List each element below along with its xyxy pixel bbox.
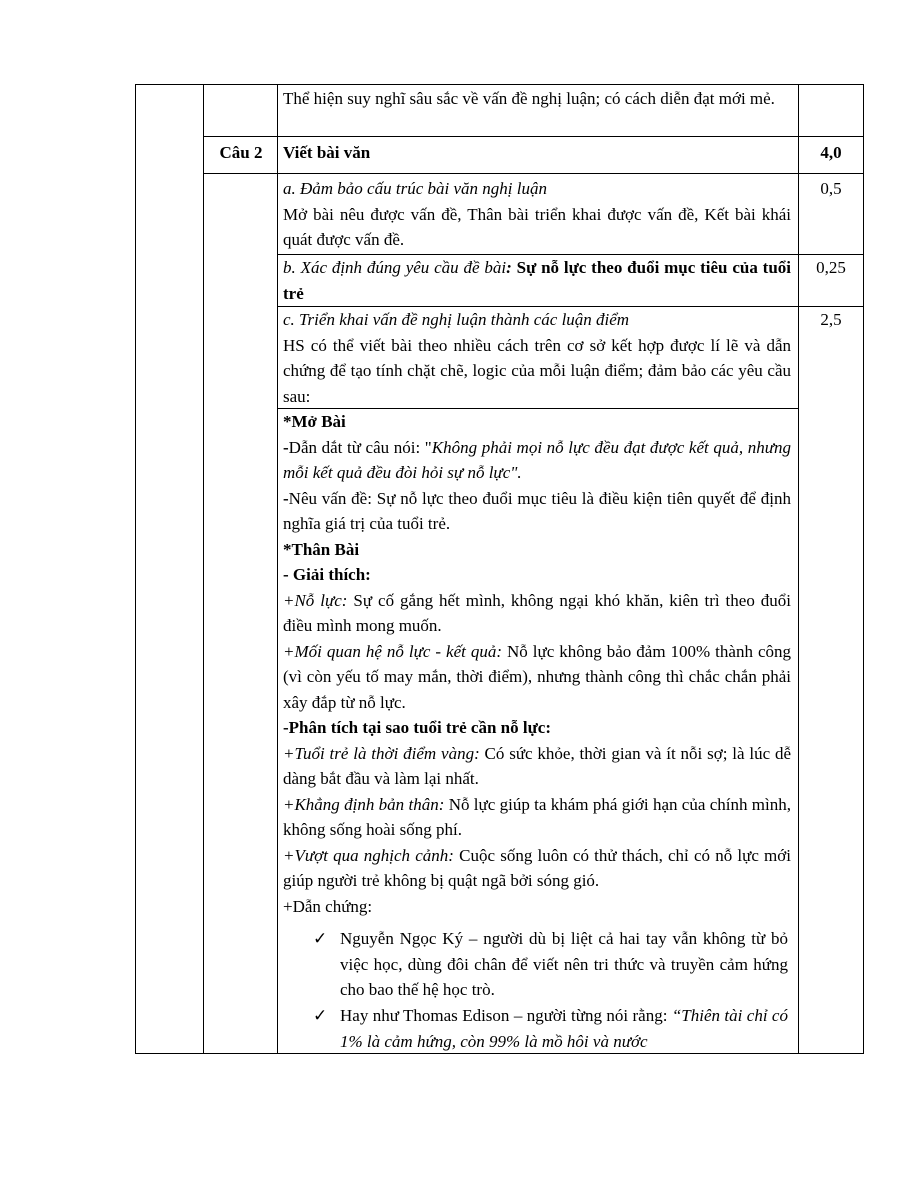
dan-chung-heading: +Dẫn chứng:: [283, 896, 373, 916]
mo-bai-title: *Mở Bài: [283, 412, 346, 431]
part-c: [283, 307, 791, 409]
question-label: Câu 2: [219, 143, 263, 162]
part-c-score: 2,5: [820, 310, 842, 329]
part-a-score: 0,5: [820, 179, 842, 198]
example-1: Nguyễn Ngọc Ký – người dù bị liệt cả hai tay vẫn không từ bỏ việc học, dùng đôi chân để viết nên tri thức và truyền cảm hứng cho bao thế hệ học trò.: [340, 929, 788, 999]
column-divider-1: [203, 84, 204, 1054]
example-2: Hay như Thomas Edison – người từng nói rằng: “Thiên tài chỉ có 1% là cảm hứng, còn 99% là mồ hôi và nước: [340, 1006, 788, 1051]
khang-dinh-item: +Khẳng định bản thân: Nỗ lực giúp ta khám phá giới hạn của chính mình, không sống hoài sống phí.: [283, 794, 792, 839]
phan-tich-heading: -Phân tích tại sao tuổi trẻ cần nỗ lực:: [283, 718, 552, 737]
part-c-heading: c. Triển khai vấn đề nghị luận thành các luận điểm: [283, 310, 630, 329]
row-divider: [203, 173, 864, 174]
moi-quan-he-item: +Mối quan hệ nỗ lực - kết quả: Nỗ lực không bảo đảm 100% thành công (vì còn yếu tố may mắn, thời điểm), nhưng thành công thì chắc chắn phải xây đắp từ nỗ lực.: [283, 641, 791, 712]
question-score: 4,0: [820, 143, 842, 162]
row-divider: [203, 136, 864, 137]
mo-bai-neu-van-de: -Nêu vấn đề: Sự nỗ lực theo đuổi mục tiêu là điều kiện tiên quyết để định nghĩa giá trị của tuổi trẻ.: [283, 488, 791, 533]
giai-thich-heading: - Giải thích:: [283, 565, 371, 584]
essay-outline: [283, 409, 791, 919]
part-a-heading: a. Đảm bảo cấu trúc bài văn nghị luận: [283, 179, 547, 198]
part-b-score: 0,25: [816, 258, 846, 277]
tuoi-tre-item: +Tuổi trẻ là thời điểm vàng: Có sức khỏe, thời gian và ít nỗi sợ; là lúc dễ dàng bắt đầu và làm lại nhất.: [283, 743, 792, 788]
column-divider-2: [277, 84, 278, 1054]
checkmark-icon: ✓: [313, 1006, 328, 1025]
part-b-heading: b. Xác định đúng yêu cầu đề bài: [283, 258, 507, 277]
question-title: Viết bài văn: [283, 143, 371, 162]
table-border-top: [135, 84, 864, 85]
part-a: [283, 176, 791, 253]
no-luc-item: +Nỗ lực: Sự cố gắng hết mình, không ngại khó khăn, kiên trì theo đuổi điều mình mong muốn.: [283, 590, 792, 635]
intro-text: Thể hiện suy nghĩ sâu sắc về vấn đề nghị luận; có cách diễn đạt mới mẻ.: [283, 89, 775, 108]
part-b-colon: :: [506, 258, 517, 277]
table-border-left: [135, 84, 136, 1054]
part-a-text: Mở bài nêu được vấn đề, Thân bài triển khai được vấn đề, Kết bài khái quát được vấn đề.: [283, 204, 791, 249]
column-divider-3: [798, 84, 799, 1054]
table-border-right: [863, 84, 864, 1054]
vuot-qua-item: +Vượt qua nghịch cảnh: Cuộc sống luôn có thử thách, chỉ có nỗ lực mới giúp người trẻ không bị quật ngã bởi sóng gió.: [283, 845, 791, 890]
grading-table: [135, 84, 864, 1054]
checkmark-icon: ✓: [313, 929, 328, 948]
part-c-text: HS có thể viết bài theo nhiều cách trên cơ sở kết hợp được lí lẽ và dẫn chứng để tạo tính chặt chẽ, logic của mỗi luận điểm; đảm bảo các yêu cầu sau:: [283, 335, 791, 406]
than-bai-title: *Thân Bài: [283, 539, 360, 559]
part-b: [283, 255, 791, 306]
part-b-topic: Sự nỗ lực theo đuổi mục tiêu của tuổi trẻ: [283, 258, 791, 303]
mo-bai-dan-dat: -Dẫn dắt từ câu nói: "Không phải mọi nỗ lực đều đạt được kết quả, nhưng mỗi kết quả đều đòi hỏi sự nỗ lực".: [283, 437, 791, 482]
